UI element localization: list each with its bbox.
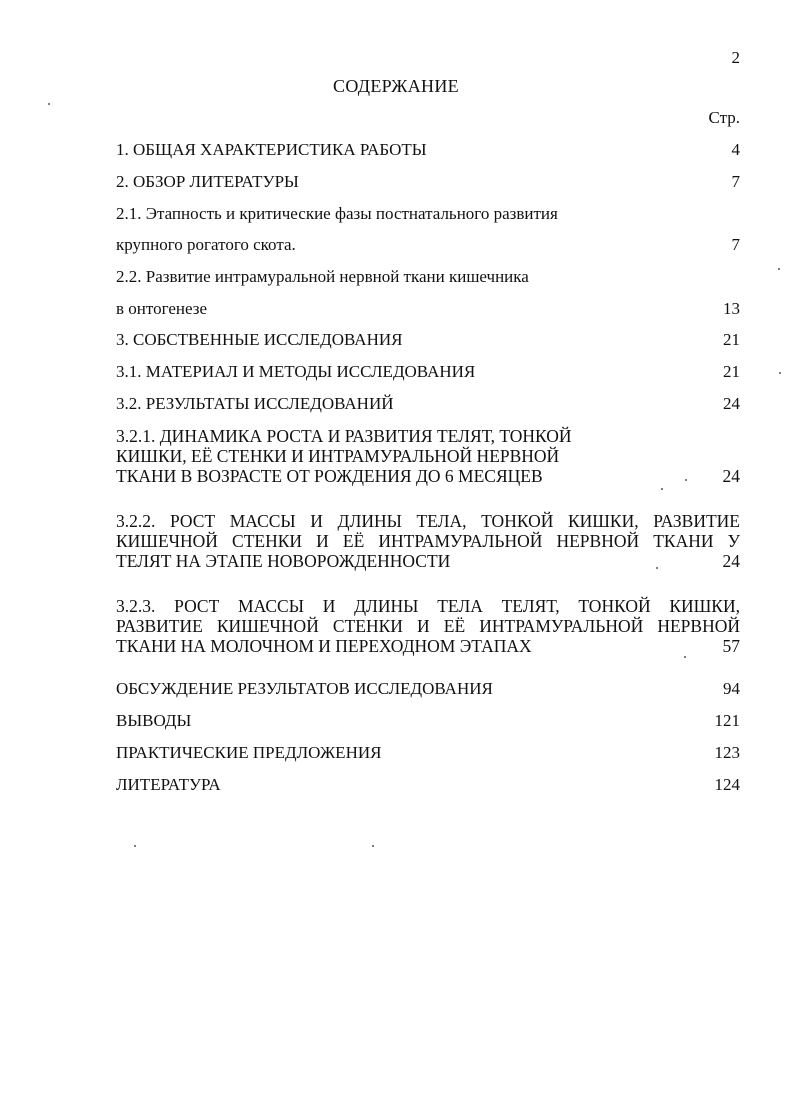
toc-entry-3-1 <box>116 362 740 382</box>
toc-entry-page: 121 <box>714 711 740 730</box>
scan-speck <box>48 103 50 105</box>
toc-entry-3-2-1 <box>116 426 740 486</box>
toc-entry-text: РАЗВИТИЕ КИШЕЧНОЙ СТЕНКИ И ЕЁ ИНТРАМУРАЛЬНОЙ НЕРВНОЙ <box>116 616 740 636</box>
toc-entry-page: 4 <box>731 140 740 159</box>
toc-entry-2-2 <box>116 267 740 287</box>
toc-entry-text: ТКАНИ НА МОЛОЧНОМ И ПЕРЕХОДНОМ ЭТАПАХ <box>116 636 532 656</box>
toc-entry-text: 1. ОБЩАЯ ХАРАКТЕРИСТИКА РАБОТЫ <box>116 140 427 159</box>
page-title: СОДЕРЖАНИЕ <box>333 76 459 96</box>
toc-entry-page: 13 <box>723 299 740 318</box>
scan-speck <box>778 268 780 270</box>
toc-entry-line <box>116 466 740 486</box>
toc-entry-literature <box>116 775 740 795</box>
toc-entry-text: ТЕЛЯТ НА ЭТАПЕ НОВОРОЖДЕННОСТИ <box>116 551 451 571</box>
toc-entry-text: ВЫВОДЫ <box>116 711 192 730</box>
toc-entry-text: КИШКИ, ЕЁ СТЕНКИ И ИНТРАМУРАЛЬНОЙ НЕРВНОЙ <box>116 446 560 466</box>
page-column-header: Стр. <box>708 108 740 127</box>
scan-speck <box>656 567 658 569</box>
toc-entry-line <box>116 636 740 656</box>
toc-entry-3 <box>116 330 740 350</box>
toc-entry-text: ПРАКТИЧЕСКИЕ ПРЕДЛОЖЕНИЯ <box>116 743 382 762</box>
toc-entry-text: КИШЕЧНОЙ СТЕНКИ И ЕЁ ИНТРАМУРАЛЬНОЙ НЕРВНОЙ ТКАНИ У <box>116 531 740 551</box>
toc-entry-page: 57 <box>722 636 740 656</box>
toc-entry-line <box>116 551 740 571</box>
toc-entry-discussion <box>116 679 740 699</box>
toc-entry-3-2 <box>116 394 740 414</box>
page-number: 2 <box>731 48 740 67</box>
toc-entry-text: 2.2. Развитие интрамуральной нервной ткани кишечника <box>116 267 529 286</box>
toc-entry-page: 123 <box>714 743 740 762</box>
scan-speck <box>685 479 687 481</box>
toc-entry-text: 3.1. МАТЕРИАЛ И МЕТОДЫ ИССЛЕДОВАНИЯ <box>116 362 476 381</box>
toc-entry-2-1 <box>116 204 740 224</box>
toc-entry-text: ТКАНИ В ВОЗРАСТЕ ОТ РОЖДЕНИЯ ДО 6 МЕСЯЦЕВ <box>116 466 543 486</box>
toc-entry-page: 24 <box>722 466 740 486</box>
toc-entry-page: 21 <box>723 330 740 349</box>
toc-entry-text: 3.2.2. РОСТ МАССЫ И ДЛИНЫ ТЕЛА, ТОНКОЙ КИШКИ, РАЗВИТИЕ <box>116 511 740 531</box>
toc-entry-page: 7 <box>731 172 740 191</box>
scan-speck <box>372 845 374 847</box>
toc-entry-page: 21 <box>723 362 740 381</box>
toc-entry-text: 3.2.3. РОСТ МАССЫ И ДЛИНЫ ТЕЛА ТЕЛЯТ, ТОНКОЙ КИШКИ, <box>116 596 740 616</box>
toc-entry-conclusions <box>116 711 740 731</box>
toc-entry-2-2-cont <box>116 299 740 319</box>
toc-entry-text: ОБСУЖДЕНИЕ РЕЗУЛЬТАТОВ ИССЛЕДОВАНИЯ <box>116 679 493 698</box>
scan-speck <box>661 488 663 490</box>
toc-entry-text: 3.2. РЕЗУЛЬТАТЫ ИССЛЕДОВАНИЙ <box>116 394 394 413</box>
toc-entry-page: 24 <box>722 551 740 571</box>
toc-entry-3-2-2 <box>116 511 740 571</box>
scan-speck <box>779 372 781 374</box>
toc-entry-proposals <box>116 743 740 763</box>
toc-entry-text: ЛИТЕРАТУРА <box>116 775 221 794</box>
toc-entry-2 <box>116 172 740 192</box>
toc-entry-page: 124 <box>714 775 740 794</box>
scan-speck <box>134 845 136 847</box>
toc-entry-text: 2.1. Этапность и критические фазы постнатального развития <box>116 204 558 223</box>
toc-entry-1 <box>116 140 740 160</box>
toc-entry-page: 94 <box>723 679 740 698</box>
toc-entry-page: 7 <box>731 235 740 254</box>
toc-entry-text: 3. СОБСТВЕННЫЕ ИССЛЕДОВАНИЯ <box>116 330 403 349</box>
toc-entry-page: 24 <box>723 394 740 413</box>
toc-entry-text: 3.2.1. ДИНАМИКА РОСТА И РАЗВИТИЯ ТЕЛЯТ, ТОНКОЙ <box>116 426 572 446</box>
toc-entry-text: 2. ОБЗОР ЛИТЕРАТУРЫ <box>116 172 299 191</box>
toc-entry-text: крупного рогатого скота. <box>116 235 296 254</box>
toc-entry-text: в онтогенезе <box>116 299 207 318</box>
toc-entry-3-2-3 <box>116 596 740 656</box>
toc-entry-2-1-cont <box>116 235 740 255</box>
scan-speck <box>684 656 686 658</box>
